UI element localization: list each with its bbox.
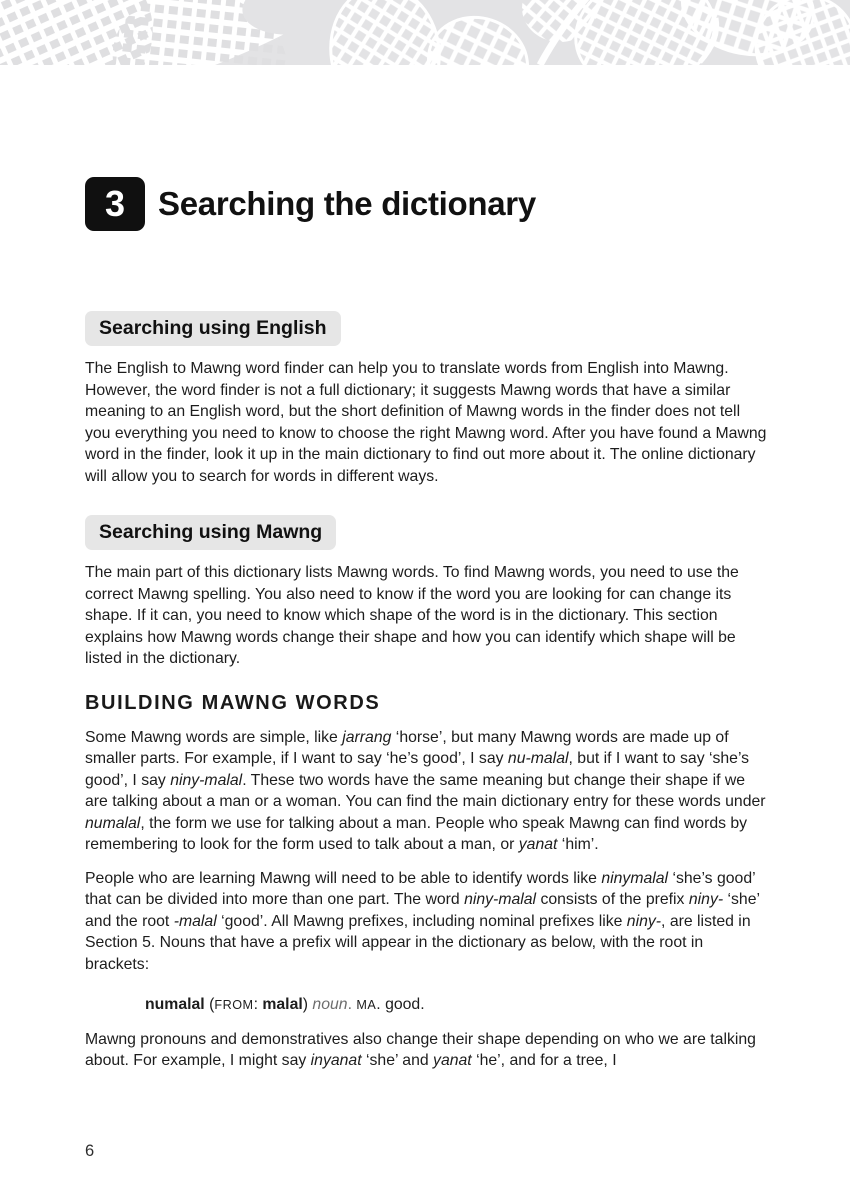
decorative-header-pattern: [0, 0, 850, 65]
chapter-number-badge: 3: [85, 177, 145, 231]
paragraph-building-words-1: Some Mawng words are simple, like jarrang ‘horse’, but many Mawng words are made up of smaller parts. For example, if I want to say ‘he’s good’, I say nu-malal, but if I want to say ‘she’s good’, I say niny-malal. These two words have the same meaning but change their shape if we are talking about a man or a woman. You can find the main dictionary entry for these words under numalal, the form we use for talking about a man. People who speak Mawng can find words by remembering to look for the form used to talk about a man, or yanat ‘him’.: [85, 728, 766, 853]
dictionary-entry-example: numalal (FROM: malal) noun. MA. good.: [145, 996, 425, 1013]
subheading-building-mawng-words: BUILDING MAWNG WORDS: [85, 691, 381, 714]
chapter-title: Searching the dictionary: [158, 185, 536, 222]
paragraph-building-words-2: People who are learning Mawng will need to be able to identify words like ninymalal ‘she’s good’ that can be divided into more than one part. The word niny-malal consists of the prefix niny- ‘she’ and the root -malal ‘good’. All Mawng prefixes, including nominal prefixes like niny-, are listed in Section 5. Nouns that have a prefix will appear in the dictionary as below, with the root in brackets:: [85, 869, 760, 973]
page-number: 6: [85, 1142, 95, 1160]
section-heading-mawng: Searching using Mawng: [85, 515, 336, 550]
page-content: [0, 177, 850, 1072]
chapter-title-row: [85, 177, 767, 231]
paragraph-searching-english: The English to Mawng word finder can help you to translate words from English into Mawng. However, the word finder is not a full dictionary; it suggests Mawng words that have a similar meaning to an English word, but the short definition of Mawng words in the finder does not tell you everything you need to know to choose the right Mawng word. After you have found a Mawng word in the finder, look it up in the main dictionary to find out more about it. The online dictionary will allow you to search for words in different ways.: [85, 360, 767, 485]
paragraph-pronouns-demonstratives: Mawng pronouns and demonstratives also change their shape depending on who we are talking about. For example, I might say inyanat ‘she’ and yanat ‘he’, and for a tree, I: [85, 1030, 756, 1069]
paragraph-searching-mawng: The main part of this dictionary lists Mawng words. To find Mawng words, you need to use the correct Mawng spelling. You also need to know if the word you are looking for can change its shape. If it can, you need to know which shape of the word is in the dictionary. This section explains how Mawng words change their shape and how you can identify which shape will be listed in the dictionary.: [85, 564, 739, 667]
section-heading-english: Searching using English: [85, 311, 341, 346]
